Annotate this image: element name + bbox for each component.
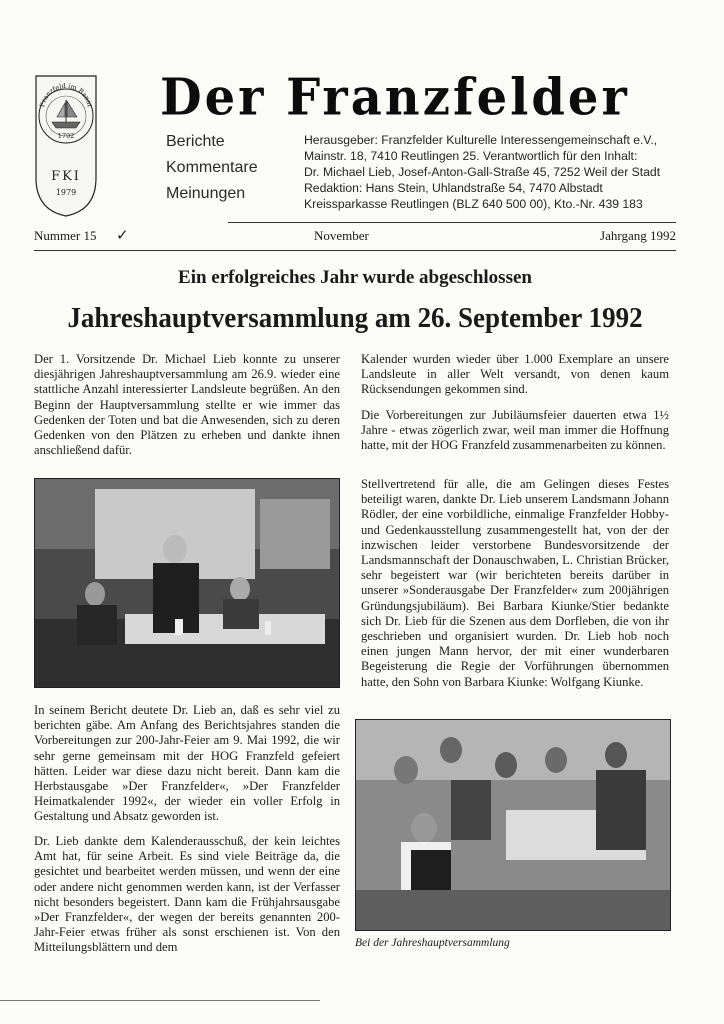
publisher-line: Dr. Michael Lieb, Josef-Anton-Gall-Straße 45, 7252 Weil der Stadt xyxy=(304,165,661,179)
issue-number: Nummer 15 xyxy=(34,228,97,243)
article-paragraph: Kalender wurden wieder über 1.000 Exemplare an unsere Landsleute in aller Welt versandt, von denen kaum Rücksendungen gekommen sind. xyxy=(361,352,669,397)
subtitle-line: Berichte xyxy=(166,133,225,150)
logo-year-bottom: 1979 xyxy=(55,188,77,197)
page-bottom-rule xyxy=(0,1000,320,1001)
publisher-line: Redaktion: Hans Stein, Uhlandstraße 54, 7470 Albstadt xyxy=(304,181,603,195)
meeting-speaker-photo xyxy=(34,478,340,688)
masthead-subtitle xyxy=(166,129,296,207)
article-paragraph: In seinem Bericht deutete Dr. Lieb an, daß es sehr viel zu berichten gäbe. Am Anfang des Berichtsjahres standen die Vorbereitungen zur 200-Jahr-Feier am 9. Mai 1992, die wir sehr gerne gemeinsam mit der HOG Franzfeld gefeiert hätten. Leider war diese dazu nicht bereit. Dann kam die Herbstausgabe »Der Franzfelder«, »Der Franzfelder Heimatkalender 1992«, der wieder ein voller Erfolg in Gestaltung und Absatz geworden ist. xyxy=(34,703,340,824)
publisher-line: Mainstr. 18, 7410 Reutlingen 25. Verantwortlich für den Inhalt: xyxy=(304,149,638,163)
issue-volume: Jahrgang 1992 xyxy=(600,228,676,243)
article-paragraph: Die Vorbereitungen zur Jubiläumsfeier dauerten etwa 1½ Jahre - etwas zögerlich zwar, weil man immer die Hoffnung hatte, mit der HOG Franzfeld zusammenarbeiten zu können. xyxy=(361,408,669,453)
handwritten-check-mark: ✓ xyxy=(116,226,129,244)
issue-info-bar xyxy=(34,226,676,248)
subtitle-line: Kommentare xyxy=(166,159,258,176)
society-logo xyxy=(34,70,98,218)
article-paragraph: Der 1. Vorsitzende Dr. Michael Lieb konnte zu unserer diesjährigen Jahreshauptversammlung am 26.9. wieder eine stattliche Anzahl interessierter Landsleute begrüßen. An den Beginn der Hauptversammlung stellte er wie immer das Gedenken der Toten und bat die Anwesenden, sich zu deren Gedenken von den Plätzen zu erheben und dankte ihnen anschließend dafür. xyxy=(34,352,340,458)
article-paragraph: Dr. Lieb dankte dem Kalenderausschuß, der kein leichtes Amt hat, für seine Arbeit. Es sind viele Beiträge da, die gesichtet und bearbeitet werden müssen, und wenn der eine oder andere nicht genommen werden kann, ist der Verfasser nicht besonders begeistert. Dann kam die Frühjahrsausgabe »Der Franzfelder«, der wegen der bereits genannten 200-Jahr-Feier etwas früher als sonst erschienen ist. Von den Mitteilungsblättern und dem xyxy=(34,834,340,955)
issue-month: November xyxy=(314,228,369,243)
article-headline: Jahreshauptversammlung am 26. September 1992 xyxy=(67,302,643,334)
logo-year-top: 1792 xyxy=(57,132,75,140)
logo-ring-text: Franzfeld im Banat xyxy=(38,81,94,108)
header-divider xyxy=(228,222,676,223)
logo-initials: FKI xyxy=(51,169,81,184)
audience-table-photo xyxy=(355,719,671,931)
publisher-line: Kreissparkasse Reutlingen (BLZ 640 500 00), Kto.-Nr. 439 183 xyxy=(304,197,643,211)
subtitle-line: Meinungen xyxy=(166,185,246,202)
masthead-title: Der Franzfelder xyxy=(160,68,630,127)
article-kicker: Ein erfolgreiches Jahr wurde abgeschlossen xyxy=(178,267,532,288)
publisher-line: Herausgeber: Franzfelder Kulturelle Interessengemeinschaft e.V., xyxy=(304,133,658,147)
article-paragraph: Stellvertretend für alle, die am Gelingen dieses Festes beteiligt waren, dankte Dr. Lieb unserem Landsmann Johann Rödler, der eine vorbildliche, einmalige Franzfelder Hobby- und Gedenkausstellung zusammengestellt hat, von der der inzwischen leider verstorbene Bundesvorsitzende der Landsmannschaft der Donauschwaben, L. Christian Brücker, sehr begeistert war (wir berichteten bereits darüber in unserer »Sonderausgabe Der Franzfelder« zum 200jährigen Gründungsjubiläum). Bei Barbara Kiunke/Stier bedankte sich Dr. Lieb für die Szenen aus dem Dorfleben, die von ihr geschrieben und organisiert wurden. Dr. Lieb hob noch einen jungen Mann hervor, der mit einer wunderbaren Begeisterung die Regie der Vorführungen übernommen hatte, den Sohn von Barbara Kiunke: Wolfgang Kiunke. xyxy=(361,477,669,689)
publisher-info xyxy=(304,132,684,212)
issue-divider xyxy=(34,250,676,251)
photo-caption: Bei der Jahreshauptversammlung xyxy=(355,937,510,949)
